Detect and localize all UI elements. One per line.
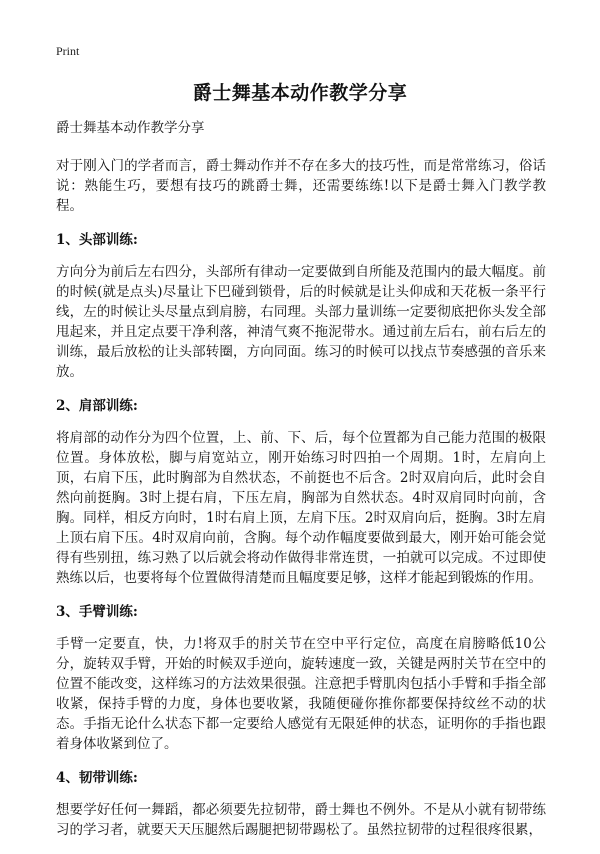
- section-body-shoulder: 将肩部的动作分为四个位置，上、前、下、后，每个位置都为自己能力范围的极限位置。身体放松，脚与肩宽站立，刚开始练习时四拍一个周期。1时，左肩向上顶，右肩下压，此时胸部为自然状态，不前挺也不后含。2时双肩向后，此时会自然向前挺胸。3时上提右肩，下压左肩，胸部为自然状态。4时双肩同时向前，含胸。同样，相反方向时，1时右肩上顶，左肩下压。2时双肩向后，挺胸。3时左肩上顶右肩下压。4时双肩向前，含胸。每个动作幅度要做到最大，刚开始可能会觉得有些别扭，练习熟了以后就会将动作做得非常连贯，一拍就可以完成。不过即使熟练以后，也要将每个位置做得清楚而且幅度要足够，这样才能起到锻炼的作用。: [56, 430, 546, 586]
- section-body-ligament: 想要学好任何一舞蹈，都必须要先拉韧带，爵士舞也不例外。不是从小就有韧带练习的学习者，就要天天压腿然后踢腿把韧带踢松了。虽然拉韧带的过程很疼很累，: [56, 802, 546, 838]
- intro-paragraph: 对于刚入门的学者而言，爵士舞动作并不存在多大的技巧性，而是常常练习，俗话说：熟能生巧，要想有技巧的跳爵士舞，还需要练练!以下是爵士舞入门教学教程。: [56, 158, 546, 214]
- document-title: 爵士舞基本动作教学分享: [192, 82, 408, 104]
- section-heading-head: 1、头部训练:: [56, 232, 138, 248]
- section-body-arm: 手臂一定要直，快，力!将双手的肘关节在空中平行定位，高度在肩膀略低10公分，旋转双手臂，开始的时候双手逆向，旋转速度一致，关键是两肘关节在空中的位置不能改变，这样练习的方法效果很强。注意把手臂肌肉包括小手臂和手指全部收紧，保持手臂的力度，身体也要收紧，我随便碰你推你都要保持纹丝不动的状态。手指无论什么状态下都一定要给人感觉有无限延伸的状态，证明你的手指也跟着身体收紧到位了。: [56, 636, 546, 752]
- section-body-head: 方向分为前后左右四分，头部所有律动一定要做到自所能及范围内的最大幅度。前的时候(就是点头)尽量让下巴碰到锁骨，后的时候就是让头仰成和天花板一条平行线，左的时候让头尽量点到肩膀，右同理。头部力量训练一定要彻底把你头发全部甩起来，并且定点要干净利落，神清气爽不拖泥带水。通过前左后右，前右后左的训练，最后放松的让头部转圈，方向同面。练习的时候可以找点节奏感强的音乐来放。: [56, 264, 546, 380]
- section-heading-arm: 3、手臂训练:: [56, 604, 138, 620]
- section-heading-shoulder: 2、肩部训练:: [56, 398, 138, 414]
- print-link[interactable]: Print: [56, 44, 80, 58]
- document-body: [56, 118, 546, 854]
- section-heading-ligament: 4、韧带训练:: [56, 770, 138, 786]
- document-subtitle: 爵士舞基本动作教学分享: [56, 120, 205, 136]
